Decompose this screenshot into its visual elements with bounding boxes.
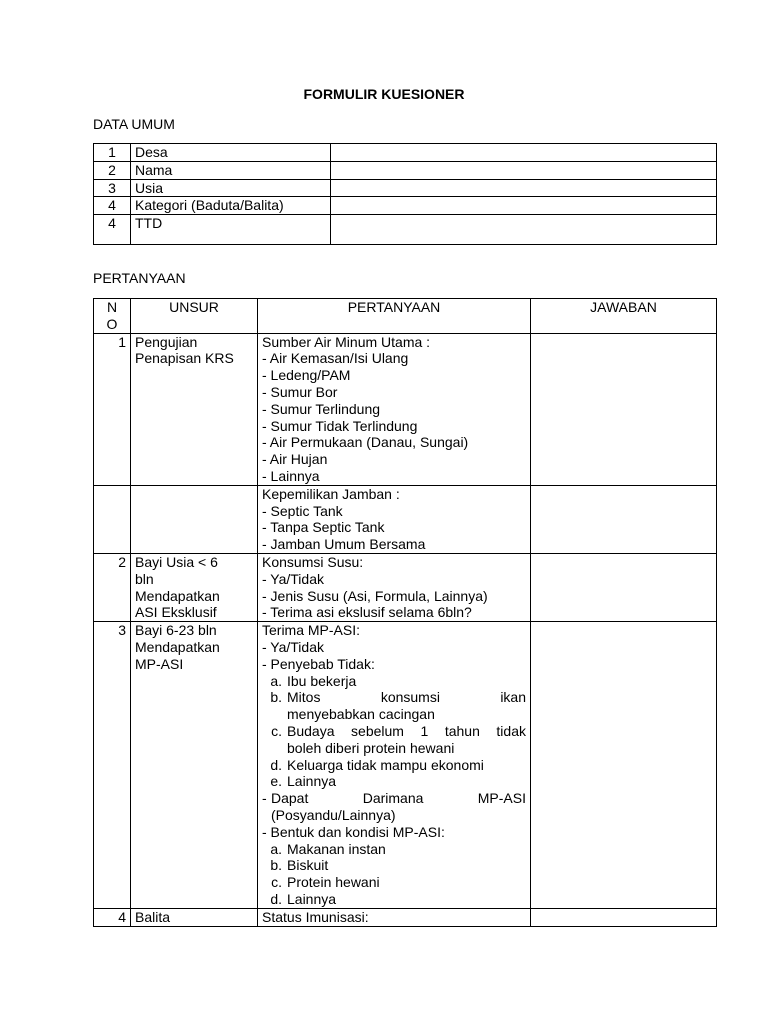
question-title: Konsumsi Susu: bbox=[262, 553, 364, 570]
sub-list-item: b. Biskuit bbox=[270, 857, 329, 874]
row-number: 4 bbox=[94, 197, 131, 215]
field-value[interactable] bbox=[331, 144, 717, 162]
field-value[interactable] bbox=[331, 161, 717, 179]
field-value[interactable] bbox=[331, 179, 717, 197]
header-unsur: UNSUR bbox=[131, 299, 258, 334]
row-number: 2 bbox=[94, 553, 131, 621]
answer-cell[interactable] bbox=[531, 333, 717, 485]
question-title: Sumber Air Minum Utama : bbox=[262, 333, 431, 350]
option-item: - Sumur Bor bbox=[262, 383, 338, 400]
question-cell bbox=[258, 333, 531, 485]
option-item: - Lainnya bbox=[262, 467, 320, 484]
answer-cell[interactable] bbox=[531, 553, 717, 621]
section-label-data-umum: DATA UMUM bbox=[93, 116, 175, 132]
table-row bbox=[94, 197, 717, 215]
table-row bbox=[94, 333, 717, 485]
sub-list-item: a. Ibu bekerja bbox=[270, 672, 357, 689]
row-number: 4 bbox=[94, 909, 131, 927]
table-row bbox=[94, 622, 717, 909]
unsur-cell bbox=[131, 485, 258, 553]
header-no: N O bbox=[94, 299, 131, 334]
page-title: FORMULIR KUESIONER bbox=[303, 86, 465, 102]
row-number bbox=[94, 485, 131, 553]
option-item: - Air Kemasan/Isi Ulang bbox=[262, 350, 409, 367]
row-number: 1 bbox=[94, 333, 131, 485]
field-label: Nama bbox=[131, 161, 331, 179]
option-item: - Ya/Tidak bbox=[262, 570, 324, 587]
sub-list-item: c. Budaya sebelum 1 tahun tidak boleh diberi protein hewani bbox=[271, 722, 526, 756]
table-row bbox=[94, 215, 717, 245]
unsur-cell: Pengujian Penapisan KRS bbox=[131, 333, 258, 485]
row-number: 4 bbox=[94, 215, 131, 245]
option-item: - Terima asi ekslusif selama 6bln? bbox=[262, 604, 472, 621]
sub-list-item: b. Mitos konsumsi ikan menyebabkan cacingan bbox=[270, 689, 526, 723]
table-row bbox=[94, 485, 717, 553]
option-item: - Jamban Umum Bersama bbox=[262, 536, 426, 553]
row-number: 1 bbox=[94, 144, 131, 162]
option-item: - Bentuk dan kondisi MP-ASI: bbox=[262, 823, 445, 840]
section-label-pertanyaan: PERTANYAAN bbox=[93, 270, 186, 286]
header-jawaban: JAWABAN bbox=[531, 299, 717, 334]
question-cell bbox=[258, 909, 531, 927]
option-item: - Air Permukaan (Danau, Sungai) bbox=[262, 434, 469, 451]
option-item: - Ledeng/PAM bbox=[262, 367, 351, 384]
row-number: 2 bbox=[94, 161, 131, 179]
answer-cell[interactable] bbox=[531, 622, 717, 909]
pertanyaan-table bbox=[93, 298, 717, 927]
option-item: - Ya/Tidak bbox=[262, 638, 324, 655]
answer-cell[interactable] bbox=[531, 485, 717, 553]
sub-list-item: a. Makanan instan bbox=[270, 840, 386, 857]
unsur-cell: Balita bbox=[131, 909, 258, 927]
question-cell bbox=[258, 622, 531, 909]
field-label: TTD bbox=[131, 215, 331, 245]
option-item: - Sumur Terlindung bbox=[262, 400, 381, 417]
sub-list-item: d. Keluarga tidak mampu ekonomi bbox=[270, 756, 484, 773]
table-row bbox=[94, 161, 717, 179]
sub-list-item: e. Lainnya bbox=[270, 773, 337, 790]
field-label: Desa bbox=[131, 144, 331, 162]
sub-list-item: c. Protein hewani bbox=[271, 874, 380, 891]
option-item: - Penyebab Tidak: bbox=[262, 655, 375, 672]
field-value[interactable] bbox=[331, 197, 717, 215]
unsur-cell: Bayi 6-23 bln Mendapatkan MP-ASI bbox=[131, 622, 258, 909]
question-cell bbox=[258, 553, 531, 621]
table-row bbox=[94, 179, 717, 197]
table-row bbox=[94, 144, 717, 162]
option-item: - Jenis Susu (Asi, Formula, Lainnya) bbox=[262, 587, 488, 604]
sub-list-item: d. Lainnya bbox=[270, 890, 337, 907]
unsur-cell: Bayi Usia < 6 bln Mendapatkan ASI Eksklusif bbox=[131, 553, 258, 621]
option-item: - Septic Tank bbox=[262, 502, 343, 519]
question-title: Terima MP-ASI: bbox=[262, 622, 361, 639]
option-item: - Dapat Darimana MP-ASI (Posyandu/Lainnya) bbox=[262, 790, 526, 823]
option-item: - Air Hujan bbox=[262, 451, 328, 468]
question-title: Kepemilikan Jamban : bbox=[262, 485, 400, 502]
table-row bbox=[94, 553, 717, 621]
question-title: Status Imunisasi: bbox=[262, 909, 369, 926]
field-label: Kategori (Baduta/Balita) bbox=[131, 197, 331, 215]
option-item: - Sumur Tidak Terlindung bbox=[262, 417, 418, 434]
row-number: 3 bbox=[94, 622, 131, 909]
header-pertanyaan: PERTANYAAN bbox=[258, 299, 531, 334]
data-umum-table bbox=[93, 143, 717, 245]
table-header-row bbox=[94, 299, 717, 334]
question-cell bbox=[258, 485, 531, 553]
row-number: 3 bbox=[94, 179, 131, 197]
answer-cell[interactable] bbox=[531, 909, 717, 927]
option-item: - Tanpa Septic Tank bbox=[262, 519, 385, 536]
field-value[interactable] bbox=[331, 215, 717, 245]
table-row bbox=[94, 909, 717, 927]
field-label: Usia bbox=[131, 179, 331, 197]
